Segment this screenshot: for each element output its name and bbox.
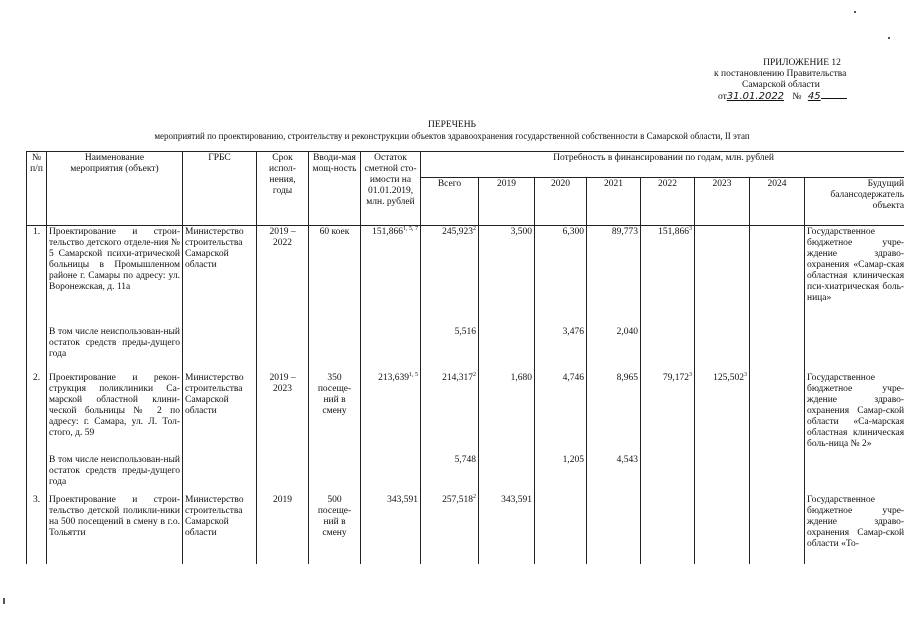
row-name: В том числе неиспользован-ный остаток средств преды-дущего года — [47, 326, 183, 372]
table-row — [27, 494, 904, 564]
number-value: 45 — [807, 91, 821, 102]
col-2019-header: 2019 — [479, 178, 535, 226]
row-2021: 8,965 — [587, 372, 641, 454]
row-2019: 3,500 — [479, 226, 535, 326]
number-prefix: № — [792, 92, 802, 102]
row-2021: 4,543 — [587, 454, 641, 494]
row-holder: Государственное бюджетное учре-ждение здраво-охранения Самар-ской области «Са-марская областная клиническая боль-ница № 2» — [805, 372, 904, 494]
col-num-header: № п/п — [27, 152, 47, 226]
date-value: 31.01.2022 — [726, 91, 785, 102]
row-name: Проектирование и строи-тельство детского отделе-ния № 5 Самарской психи-атрической больницы в Промышленном районе г. Самары по адресу: ул. Воронежская, д. 11а — [47, 226, 183, 326]
row-2022: 151,866$^3$ — [641, 226, 695, 326]
row-2024 — [750, 226, 805, 326]
row-capacity: 350 посеще-ний в смену — [309, 372, 361, 454]
row-num: 1. — [27, 226, 47, 326]
row-total: 5,748 — [421, 454, 479, 494]
row-2021: 2,040 — [587, 326, 641, 372]
row-holder: Государственное бюджетное учре-ждение здраво-охранения Самар-ской области «То- — [805, 494, 904, 564]
row-term: 2019 – 2023 — [257, 372, 309, 454]
row-remainder: 151,866$^{1, 5, 7}$ — [361, 226, 421, 326]
row-2024 — [750, 494, 805, 564]
row-2020 — [535, 494, 587, 564]
row-2022 — [641, 494, 695, 564]
appendix-header — [700, 58, 900, 103]
col-total-header: Всего — [421, 178, 479, 226]
row-total: 257,518$^2$ — [421, 494, 479, 564]
table-row — [27, 226, 904, 326]
row-2024 — [750, 372, 805, 454]
row-grbs: Министерство строительства Самарской области — [183, 372, 257, 454]
row-capacity: 60 коек — [309, 226, 361, 326]
row-holder: Государственное бюджетное учре-ждение здраво-охранения «Самар-ская областная клиническая пси-хиатрическая боль-ница» — [805, 226, 904, 326]
table-row-sub — [27, 454, 904, 494]
col-term-header: Срок испол-нения, годы — [257, 152, 309, 226]
row-remainder: 343,591 — [361, 494, 421, 564]
row-2020: 1,205 — [535, 454, 587, 494]
row-term: 2019 — [257, 494, 309, 564]
scan-speck — [3, 598, 5, 604]
document-title: ПЕРЕЧЕНЬ — [427, 120, 477, 130]
row-num: 2. — [27, 372, 47, 454]
table-row-sub — [27, 326, 904, 372]
col-2021-header: 2021 — [587, 178, 641, 226]
row-2019: 1,680 — [479, 372, 535, 454]
row-2019: 343,591 — [479, 494, 535, 564]
row-2020: 3,476 — [535, 326, 587, 372]
measures-table — [26, 151, 904, 564]
appendix-date-line — [718, 91, 900, 103]
appendix-line-2: к постановлению Правительства — [714, 69, 847, 79]
scan-speck — [854, 11, 856, 13]
col-name-header: Наименование мероприятия (объект) — [47, 152, 183, 226]
row-capacity: 500 посеще-ний в смену — [309, 494, 361, 564]
appendix-title: ПРИЛОЖЕНИЕ 12 — [763, 58, 841, 68]
col-need-header: Потребность в финансировании по годам, млн. рублей — [421, 152, 904, 178]
appendix-line-3: Самарской области — [742, 80, 820, 90]
row-grbs: Министерство строительства Самарской области — [183, 226, 257, 326]
row-name: В том числе неиспользован-ный остаток средств преды-дущего года — [47, 454, 183, 494]
scan-speck — [888, 37, 890, 39]
document-subtitle: мероприятий по проектированию, строительству и реконструкции объектов здравоохранения государственной собственности в Самарской области, II этап — [154, 131, 750, 141]
row-2023: 125,502$^3$ — [695, 372, 750, 454]
row-total: 214,317$^2$ — [421, 372, 479, 454]
row-2023 — [695, 494, 750, 564]
row-2021: 89,773 — [587, 226, 641, 326]
row-2020: 6,300 — [535, 226, 587, 326]
col-capacity-header: Вводи-мая мощ-ность — [309, 152, 361, 226]
date-prefix: от — [718, 92, 727, 102]
row-name: Проектирование и строи-тельство детской поликли-ники на 500 посещений в смену в г.о. Тольятти — [47, 494, 183, 564]
row-remainder: 213,639$^{1, 5}$ — [361, 372, 421, 454]
row-total: 5,516 — [421, 326, 479, 372]
row-2022: 79,172$^3$ — [641, 372, 695, 454]
row-term: 2019 – 2022 — [257, 226, 309, 326]
row-num: 3. — [27, 494, 47, 564]
row-name: Проектирование и рекон-струкция поликлиники Са-марской областной клини-ческой больницы № 2 по адресу: г. Самара, ул. Л. Тол-стого, д. 59 — [47, 372, 183, 454]
row-2021 — [587, 494, 641, 564]
col-holder-header: Будущий балансодержатель объекта — [805, 178, 904, 226]
row-2023 — [695, 226, 750, 326]
row-grbs: Министерство строительства Самарской области — [183, 494, 257, 564]
table-row — [27, 372, 904, 454]
col-remainder-header: Остаток сметной сто-имости на 01.01.2019, млн. рублей — [361, 152, 421, 226]
col-2024-header: 2024 — [750, 178, 805, 226]
col-grbs-header: ГРБС — [183, 152, 257, 226]
row-2020: 4,746 — [535, 372, 587, 454]
col-2023-header: 2023 — [695, 178, 750, 226]
col-2022-header: 2022 — [641, 178, 695, 226]
row-total: 245,923$^2$ — [421, 226, 479, 326]
col-2020-header: 2020 — [535, 178, 587, 226]
